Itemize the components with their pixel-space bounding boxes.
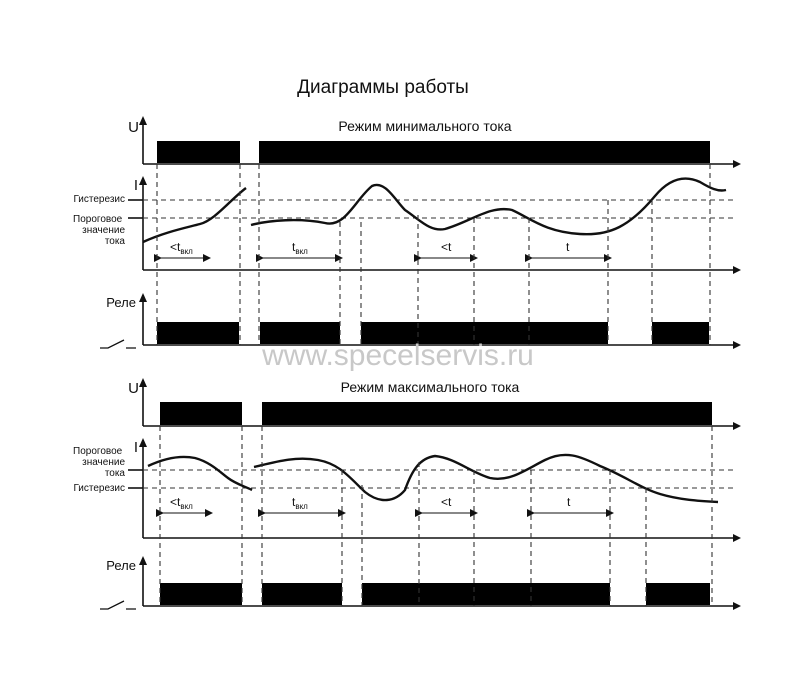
threshold-label-line: тока (104, 468, 125, 479)
current-axis-label: I (133, 177, 138, 194)
threshold-label-line: значение (82, 225, 125, 236)
voltage-pulse (160, 402, 242, 425)
watermark: www.specelservis.ru (262, 339, 534, 372)
threshold-label-line: тока (104, 236, 125, 247)
current-curve (148, 457, 252, 490)
timer-label: t (567, 495, 571, 509)
current-curve (251, 179, 726, 235)
voltage-axis-label: U (128, 380, 139, 397)
panel-min-current (73, 116, 741, 349)
current-curve (254, 455, 718, 502)
relay-on-bar (362, 583, 610, 605)
relay-on-bar (262, 583, 342, 605)
mode-title: Режим минимального тока (338, 118, 512, 134)
relay-on-bar (160, 583, 242, 605)
voltage-pulse (259, 141, 710, 163)
timer-label: tвкл (292, 495, 308, 511)
relay-on-bar (646, 583, 710, 605)
hysteresis-label: Гистерезис (73, 483, 125, 494)
mode-title: Режим максимального тока (340, 379, 520, 395)
timer-label: <t (441, 240, 452, 254)
timer-label: <tвкл (170, 495, 193, 511)
threshold-label-line: значение (82, 457, 125, 468)
current-axes (139, 176, 741, 274)
threshold-label-text: Пороговое (73, 214, 123, 225)
timer-label: <t (441, 495, 452, 509)
current-curve (143, 188, 246, 242)
timer-label: <tвкл (170, 240, 193, 256)
relay-on-bar (652, 322, 709, 344)
threshold-label (73, 214, 125, 247)
panel-max-current (73, 378, 741, 610)
timer-label: tвкл (292, 240, 308, 256)
relay-axis-label: Реле (106, 558, 136, 573)
voltage-axis-label: U (128, 119, 139, 136)
diagram-title: Диаграммы работы (297, 77, 469, 98)
current-axis-label: I (133, 439, 138, 456)
hysteresis-label: Гистерезис (73, 194, 125, 205)
threshold-label-text: Пороговое (73, 446, 123, 457)
timer-label: t (566, 240, 570, 254)
relay-axis-label: Реле (106, 295, 136, 310)
event-lines (160, 426, 712, 606)
voltage-pulse (262, 402, 712, 425)
relay-contact-icon (100, 340, 136, 348)
relay-contact-icon (100, 601, 136, 609)
voltage-pulse (157, 141, 240, 163)
event-lines (157, 164, 710, 345)
relay-on-bar (157, 322, 239, 344)
threshold-label (73, 446, 125, 479)
